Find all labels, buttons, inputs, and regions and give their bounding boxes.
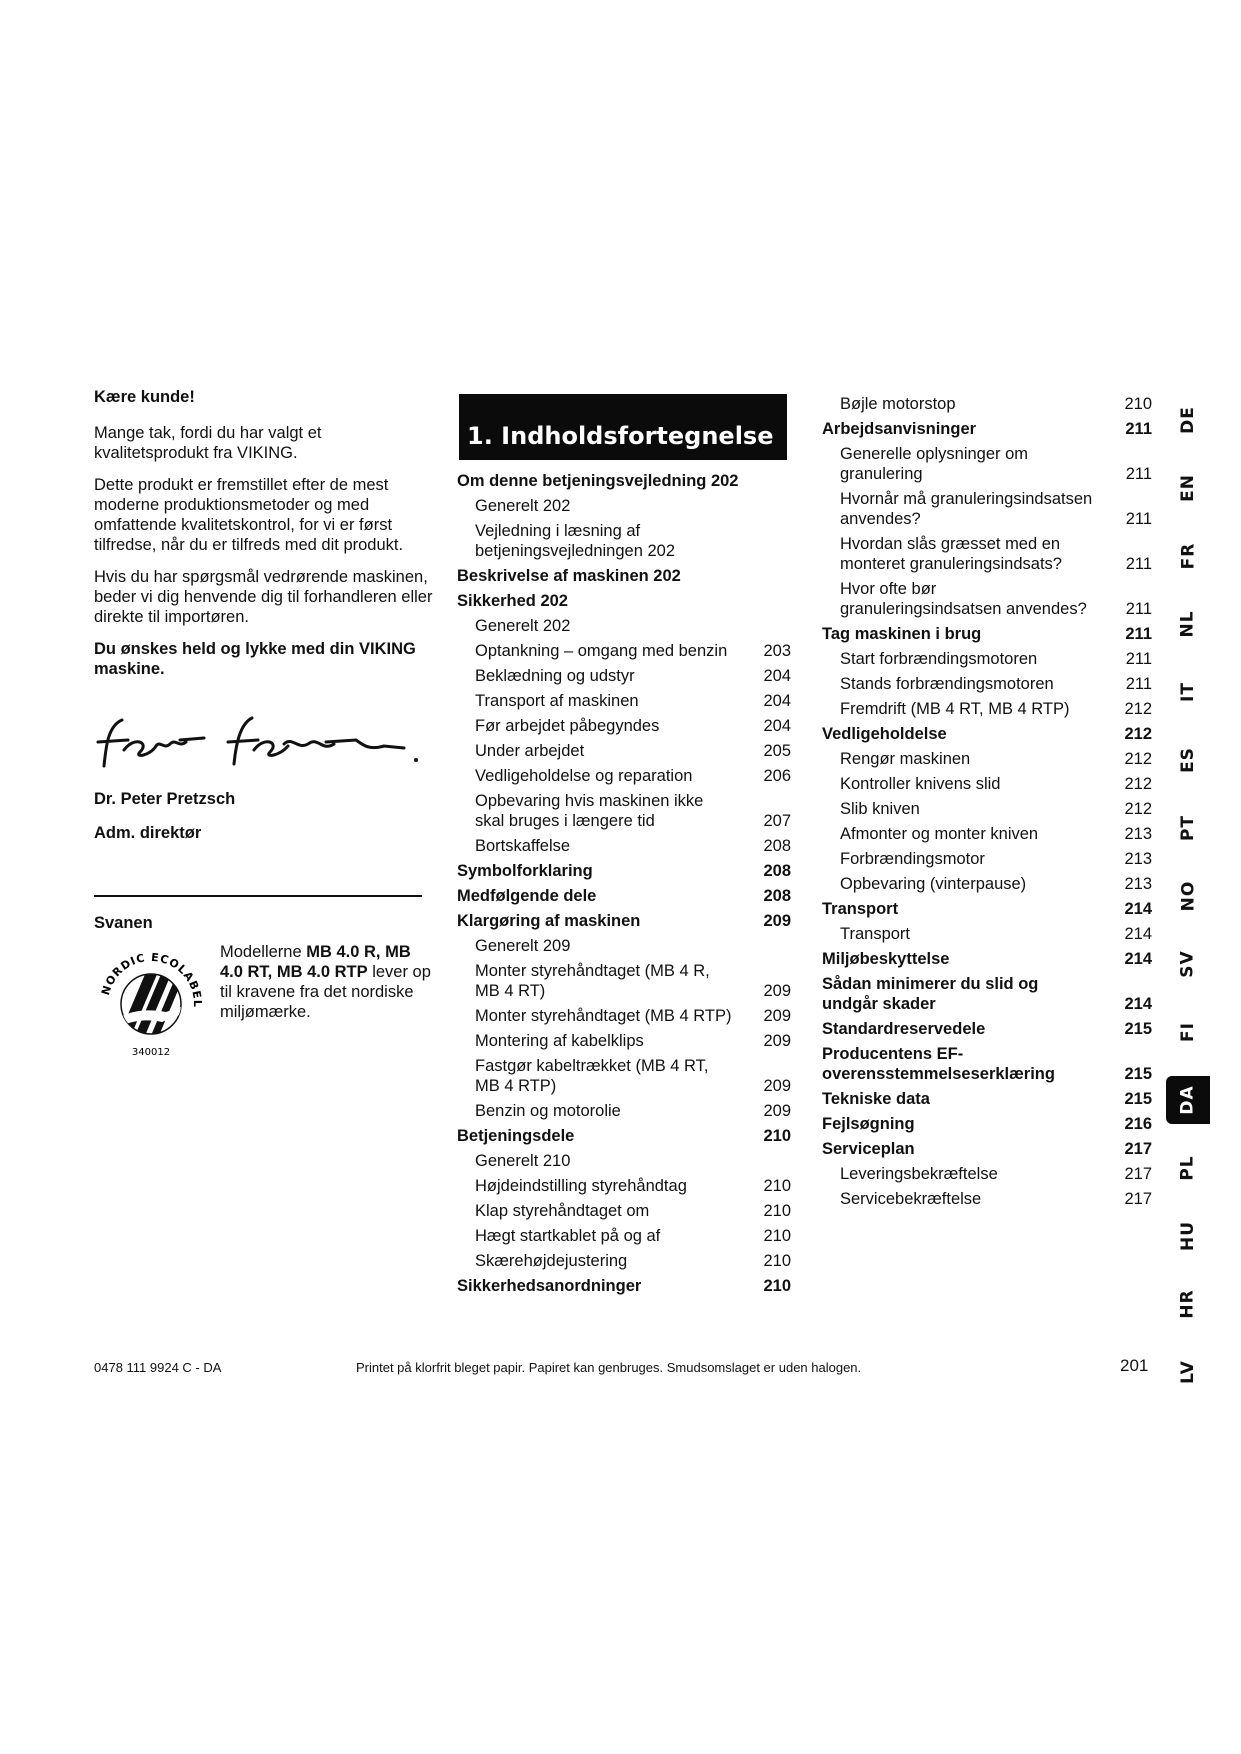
toc-entry-page: 212 (1124, 775, 1152, 793)
toc-entry (457, 1251, 791, 1271)
toc-entry (822, 1139, 1152, 1159)
toc-entry-label: Klargøring af maskinen (457, 912, 641, 930)
toc-entry (822, 419, 1152, 439)
toc-entry-page: 209 (763, 912, 791, 930)
toc-entry (457, 1276, 791, 1296)
language-tab-label: ES (1177, 747, 1198, 773)
language-tab-label: DE (1177, 406, 1198, 434)
language-tab-label: PL (1177, 1155, 1198, 1181)
toc-entry (822, 674, 1152, 694)
toc-entry-page: 205 (763, 742, 791, 760)
toc-entry-page: 215 (1124, 1065, 1152, 1083)
language-tab-label: IT (1177, 682, 1198, 702)
toc-entry-label: Generelt 202 (475, 497, 571, 515)
toc-entry-label: Benzin og motorolie (475, 1102, 621, 1120)
toc-entry (822, 724, 1152, 744)
toc-entry (457, 1226, 791, 1246)
handwritten-signature (94, 706, 434, 786)
toc-entry (457, 836, 791, 856)
toc-entry-label: Om denne betjeningsvejledning 202 (457, 472, 739, 490)
toc-entry (457, 886, 791, 906)
toc-entry-label: Vedligeholdelse (822, 725, 947, 743)
toc-entry-label: Miljøbeskyttelse (822, 950, 950, 968)
toc-entry (822, 849, 1152, 869)
ecolabel-number: 340012 (131, 1047, 171, 1058)
toc-entry-label: Under arbejdet (475, 742, 585, 760)
toc-entry (822, 1189, 1152, 1209)
toc-entry (457, 591, 791, 611)
toc-entry (822, 649, 1152, 669)
toc-entry-page: 204 (763, 667, 791, 685)
language-tab-label: HR (1177, 1289, 1198, 1319)
toc-entry-page: 210 (763, 1127, 791, 1145)
toc-title: 1. Indholdsfortegnelse (467, 422, 774, 450)
toc-entry (457, 566, 791, 586)
toc-column-right (822, 394, 1152, 1214)
toc-entry-label: Generelt 210 (475, 1152, 571, 1170)
toc-entry-label: Transport (822, 900, 899, 918)
language-tab-it (1166, 668, 1210, 716)
toc-entry (457, 521, 791, 561)
toc-entry (457, 936, 791, 956)
toc-entry (822, 1019, 1152, 1039)
toc-entry (457, 1126, 791, 1146)
toc-entry (457, 691, 791, 711)
svanen-models: MB 4.0 R, MB 4.0 RT, MB 4.0 RTP (220, 943, 411, 981)
toc-entry-page: 211 (1125, 650, 1152, 668)
svanen-text-suffix: lever op til kravene fra det nordiske miljømærke. (220, 963, 431, 1021)
toc-entry-label: Fastgør kabeltrækket (MB 4 RT, MB 4 RTP) (475, 1057, 709, 1095)
toc-entry-page: 211 (1125, 465, 1152, 483)
toc-entry-label: Symbolforklaring (457, 862, 593, 880)
toc-entry (822, 1114, 1152, 1134)
toc-entry-label: Bøjle motorstop (840, 395, 956, 413)
toc-entry-page: 208 (763, 837, 791, 855)
letter-paragraph-1: Mange tak, fordi du har valgt et kvalitetsprodukt fra VIKING. (94, 424, 322, 462)
toc-entry-page: 206 (763, 767, 791, 785)
toc-entry-label: Kontroller knivens slid (840, 775, 1001, 793)
toc-entry-page: 215 (1124, 1020, 1152, 1038)
letter-paragraph-3: Hvis du har spørgsmål vedrørende maskinen, beder vi dig henvende dig til forhandleren eller direkte til importøren. (94, 568, 433, 626)
language-tab-lv (1166, 1348, 1210, 1396)
toc-entry (822, 1164, 1152, 1184)
toc-entry-page: 210 (763, 1227, 791, 1245)
toc-entry (457, 666, 791, 686)
toc-entry-page: 214 (1124, 900, 1152, 918)
language-tab-en (1166, 464, 1210, 512)
toc-entry-label: Bortskaffelse (475, 837, 571, 855)
toc-entry-label: Transport af maskinen (475, 692, 639, 710)
toc-entry-label: Generelle oplysninger om granulering (840, 445, 1029, 483)
toc-entry-label: Fejlsøgning (822, 1115, 915, 1133)
language-tab-hr (1166, 1280, 1210, 1328)
toc-entry-page: 209 (763, 1032, 791, 1050)
toc-entry-label: Hvor ofte bør granuleringsindsatsen anvendes? (840, 580, 1087, 618)
toc-entry-label: Generelt 209 (475, 937, 571, 955)
toc-entry-label: Før arbejdet påbegyndes (475, 717, 660, 735)
toc-entry-page: 210 (763, 1177, 791, 1195)
language-tab-sv (1166, 940, 1210, 988)
toc-entry-label: Fremdrift (MB 4 RT, MB 4 RTP) (840, 700, 1070, 718)
letter-block (94, 388, 434, 691)
toc-entry-page: 214 (1124, 995, 1152, 1013)
toc-entry-page: 211 (1125, 420, 1152, 438)
toc-header (459, 394, 787, 460)
toc-entry (457, 741, 791, 761)
toc-entry (822, 624, 1152, 644)
page-number: 201 (1120, 1356, 1149, 1375)
section-divider (94, 895, 422, 897)
toc-entry (457, 616, 791, 636)
language-tab-pt (1166, 804, 1210, 852)
toc-entry-label: Opbevaring hvis maskinen ikke skal bruges i længere tid (475, 792, 704, 830)
toc-entry-page: 210 (1124, 395, 1152, 413)
toc-entry-label: Hvornår må granuleringsindsatsen anvendes? (840, 490, 1093, 528)
toc-entry-page: 213 (1124, 825, 1152, 843)
toc-entry (457, 496, 791, 516)
toc-entry-label: Højdeindstilling styrehåndtag (475, 1177, 687, 1195)
toc-entry-page: 210 (763, 1277, 791, 1295)
toc-entry-label: Sådan minimerer du slid og undgår skader (822, 975, 1039, 1013)
toc-entry (822, 924, 1152, 944)
toc-entry (822, 534, 1152, 574)
document-code: 0478 111 9924 C - DA (94, 1360, 222, 1375)
toc-entry-page: 210 (763, 1202, 791, 1220)
language-tabs (1166, 396, 1210, 1416)
language-tab-label: LV (1178, 1360, 1198, 1384)
toc-entry-label: Hvordan slås græsset med en monteret granuleringsindsats? (840, 535, 1062, 573)
language-tab-de (1166, 396, 1210, 444)
svanen-title: Svanen (94, 914, 153, 932)
toc-column-middle (457, 471, 791, 1301)
toc-entry (457, 911, 791, 931)
toc-entry-label: Rengør maskinen (840, 750, 971, 768)
toc-entry-page: 214 (1124, 950, 1152, 968)
toc-entry-page: 209 (763, 1077, 791, 1095)
toc-entry (822, 1089, 1152, 1109)
toc-entry-page: 208 (763, 862, 791, 880)
toc-entry-page: 212 (1124, 700, 1152, 718)
toc-entry-page: 204 (763, 692, 791, 710)
language-tab-label: EN (1178, 474, 1198, 502)
toc-entry-page: 207 (763, 812, 791, 830)
toc-entry-page: 210 (763, 1252, 791, 1270)
svanen-description (220, 942, 435, 1022)
toc-entry (822, 949, 1152, 969)
toc-entry-page: 211 (1125, 510, 1152, 528)
language-tab-no (1166, 872, 1210, 920)
toc-entry-label: Vedligeholdelse og reparation (475, 767, 693, 785)
toc-entry (457, 1056, 791, 1096)
toc-entry-label: Betjeningsdele (457, 1127, 575, 1145)
nordic-ecolabel-logo (96, 942, 206, 1062)
toc-entry (457, 791, 791, 831)
letter-greeting: Kære kunde! (94, 388, 195, 406)
language-tab-da (1166, 1076, 1210, 1124)
toc-entry (822, 874, 1152, 894)
toc-entry-label: Forbrændingsmotor (840, 850, 985, 868)
toc-entry-page: 212 (1124, 750, 1152, 768)
toc-entry-page: 204 (763, 717, 791, 735)
toc-entry (457, 641, 791, 661)
paper-note: Printet på klorfrit bleget papir. Papiret kan genbruges. Smudsomslaget er uden halogen. (356, 1360, 862, 1375)
letter-paragraph-4: Du ønskes held og lykke med din VIKING maskine. (94, 640, 416, 678)
toc-entry-page: 217 (1124, 1165, 1152, 1183)
signer-role: Adm. direktør (94, 824, 202, 842)
toc-entry-label: Tekniske data (822, 1090, 930, 1108)
toc-entry (457, 766, 791, 786)
letter-paragraph-2: Dette produkt er fremstillet efter de mest moderne produktionsmetoder og med omfattende kvalitetskontrol, for vi er først tilfredse, når du er tilfreds med dit produkt. (94, 476, 404, 554)
toc-entry-label: Vejledning i læsning af betjeningsvejledningen 202 (475, 522, 675, 560)
toc-entry-label: Monter styrehåndtaget (MB 4 R, MB 4 RT) (475, 962, 710, 1000)
toc-entry (457, 1101, 791, 1121)
toc-entry (457, 1006, 791, 1026)
toc-entry (457, 1031, 791, 1051)
toc-entry-label: Beskrivelse af maskinen 202 (457, 567, 681, 585)
toc-entry (457, 1151, 791, 1171)
toc-entry (457, 861, 791, 881)
toc-entry-page: 214 (1124, 925, 1152, 943)
toc-entry-label: Sikkerhed 202 (457, 592, 568, 610)
toc-entry-label: Arbejdsanvisninger (822, 420, 977, 438)
svanen-text-prefix: Modellerne (220, 943, 307, 961)
toc-entry-label: Monter styrehåndtaget (MB 4 RTP) (475, 1007, 732, 1025)
toc-entry (822, 489, 1152, 529)
toc-entry-label: Transport (840, 925, 910, 943)
toc-entry (822, 824, 1152, 844)
toc-entry-page: 217 (1124, 1190, 1152, 1208)
toc-entry-page: 203 (763, 642, 791, 660)
language-tab-label: HU (1177, 1220, 1198, 1252)
toc-entry-label: Beklædning og udstyr (475, 667, 635, 685)
language-tab-fi (1166, 1008, 1210, 1056)
toc-entry-page: 212 (1124, 725, 1152, 743)
toc-entry-label: Hægt startkablet på og af (475, 1227, 661, 1245)
toc-entry-label: Tag maskinen i brug (822, 625, 982, 643)
toc-entry-label: Skærehøjdejustering (475, 1252, 628, 1270)
toc-entry (822, 749, 1152, 769)
toc-entry-label: Serviceplan (822, 1140, 915, 1158)
toc-entry-label: Opbevaring (vinterpause) (840, 875, 1027, 893)
language-tab-hu (1166, 1212, 1210, 1260)
language-tab-label: NL (1178, 610, 1198, 638)
toc-entry-page: 213 (1124, 850, 1152, 868)
language-tab-label: FI (1177, 1022, 1198, 1042)
toc-entry (822, 899, 1152, 919)
toc-entry-label: Generelt 202 (475, 617, 571, 635)
toc-entry-label: Servicebekræftelse (840, 1190, 982, 1208)
toc-entry-page: 209 (763, 1102, 791, 1120)
language-tab-nl (1166, 600, 1210, 648)
toc-entry (457, 1176, 791, 1196)
toc-entry-label: Slib kniven (840, 800, 920, 818)
toc-entry (822, 394, 1152, 414)
toc-entry-page: 217 (1124, 1140, 1152, 1158)
toc-entry (822, 799, 1152, 819)
language-tab-label: DA (1178, 1085, 1198, 1115)
language-tab-es (1166, 736, 1210, 784)
language-tab-fr (1166, 532, 1210, 580)
toc-entry-page: 211 (1125, 600, 1152, 618)
toc-entry-label: Medfølgende dele (457, 887, 597, 905)
toc-entry (457, 961, 791, 1001)
language-tab-label: FR (1177, 542, 1198, 570)
toc-entry (822, 974, 1152, 1014)
toc-entry (822, 774, 1152, 794)
toc-entry-page: 211 (1125, 625, 1152, 643)
language-tab-label: PT (1178, 814, 1198, 842)
toc-entry-label: Optankning – omgang med benzin (475, 642, 728, 660)
toc-entry (822, 579, 1152, 619)
toc-entry-label: Leveringsbekræftelse (840, 1165, 998, 1183)
toc-entry-page: 208 (763, 887, 791, 905)
toc-entry (822, 1044, 1152, 1084)
toc-entry (457, 716, 791, 736)
toc-entry (457, 1201, 791, 1221)
toc-entry (822, 699, 1152, 719)
toc-entry-page: 211 (1125, 555, 1152, 573)
toc-entry-label: Producentens EF- overensstemmelseserklæring (822, 1045, 1055, 1083)
language-tab-label: NO (1178, 880, 1198, 912)
toc-entry-page: 215 (1124, 1090, 1152, 1108)
toc-entry-page: 209 (763, 982, 791, 1000)
toc-entry (822, 444, 1152, 484)
toc-entry-page: 212 (1124, 800, 1152, 818)
language-tab-pl (1166, 1144, 1210, 1192)
toc-entry-page: 216 (1124, 1115, 1152, 1133)
toc-entry-page: 213 (1124, 875, 1152, 893)
toc-entry-label: Start forbrændingsmotoren (840, 650, 1038, 668)
toc-entry-page: 211 (1125, 675, 1152, 693)
toc-entry (457, 471, 791, 491)
toc-entry-page: 209 (763, 1007, 791, 1025)
ecolabel-ring-text: NORDIC ECOLABEL (98, 950, 205, 1008)
toc-entry-label: Afmonter og monter kniven (840, 825, 1039, 843)
language-tab-label: SV (1178, 950, 1198, 978)
toc-entry-label: Montering af kabelklips (475, 1032, 644, 1050)
toc-entry-label: Standardreservedele (822, 1020, 986, 1038)
toc-entry-label: Stands forbrændingsmotoren (840, 675, 1054, 693)
toc-entry-label: Sikkerhedsanordninger (457, 1277, 642, 1295)
toc-entry-label: Klap styrehåndtaget om (475, 1202, 650, 1220)
signer-name: Dr. Peter Pretzsch (94, 790, 236, 808)
